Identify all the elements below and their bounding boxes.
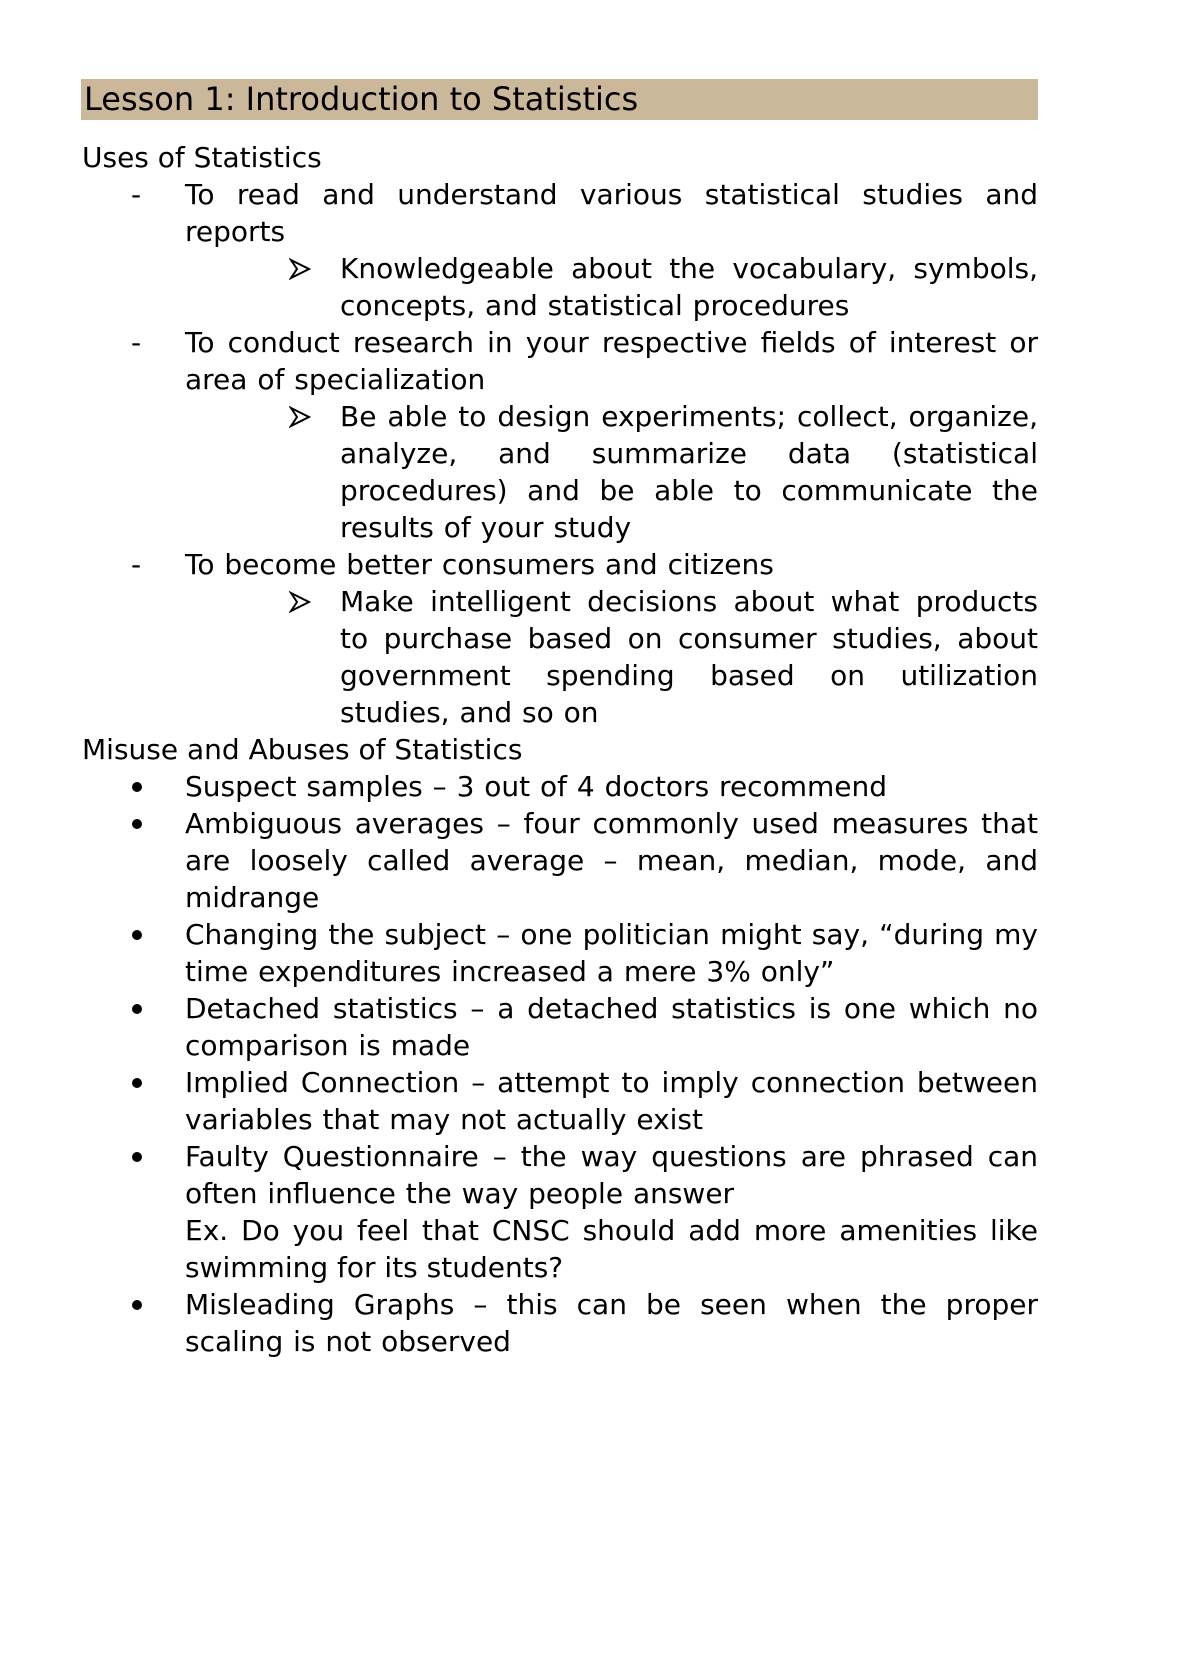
arrowhead-bullet-icon xyxy=(289,406,311,428)
misuse-item xyxy=(81,1286,1038,1360)
misuse-item-text: Misleading Graphs – this can be seen when the proper scaling is not observed xyxy=(185,1288,1038,1358)
document-page xyxy=(81,79,1038,1360)
misuse-item xyxy=(81,805,1038,916)
misuse-heading: Misuse and Abuses of Statistics xyxy=(82,733,523,766)
uses-sub-item xyxy=(185,398,1038,546)
misuse-item-text: Ambiguous averages – four commonly used measures that are loosely called average – mean, median, mode, and midrange xyxy=(185,807,1038,914)
bullet-dot-icon xyxy=(132,1004,142,1014)
uses-sub-list xyxy=(185,250,1038,324)
misuse-item-example: Ex. Do you feel that CNSC should add more amenities like swimming for its students? xyxy=(185,1214,1038,1284)
uses-sub-list xyxy=(185,398,1038,546)
lesson-title: Lesson 1: Introduction to Statistics xyxy=(81,79,1038,120)
misuse-item xyxy=(81,916,1038,990)
bullet-dot-icon xyxy=(132,819,142,829)
bullet-dot-icon xyxy=(132,782,142,792)
uses-item-text: To conduct research in your respective fields of interest or area of specialization xyxy=(185,326,1038,396)
uses-sub-item-text: Make intelligent decisions about what products to purchase based on consumer studies, about government spending based on utilization studies, and so on xyxy=(340,585,1038,729)
misuse-item xyxy=(81,1138,1038,1286)
misuse-item-text: Detached statistics – a detached statistics is one which no comparison is made xyxy=(185,992,1038,1062)
uses-heading: Uses of Statistics xyxy=(82,141,322,174)
uses-item xyxy=(81,176,1038,324)
bullet-dot-icon xyxy=(132,1078,142,1088)
dash-marker: - xyxy=(131,326,142,359)
uses-sub-list xyxy=(185,583,1038,731)
uses-list xyxy=(81,176,1038,731)
arrowhead-bullet-icon xyxy=(289,258,311,280)
misuse-item xyxy=(81,1064,1038,1138)
dash-marker: - xyxy=(131,548,142,581)
uses-item xyxy=(81,324,1038,546)
misuse-item-text: Implied Connection – attempt to imply connection between variables that may not actually exist xyxy=(185,1066,1038,1136)
uses-sub-item xyxy=(185,250,1038,324)
bullet-dot-icon xyxy=(132,1300,142,1310)
bullet-dot-icon xyxy=(132,930,142,940)
misuse-list xyxy=(81,768,1038,1360)
misuse-item xyxy=(81,768,1038,805)
uses-item xyxy=(81,546,1038,731)
misuse-item xyxy=(81,990,1038,1064)
uses-item-text: To become better consumers and citizens xyxy=(185,548,774,581)
uses-sub-item-text: Be able to design experiments; collect, organize, analyze, and summarize data (statistical procedures) and be able to communicate the results of your study xyxy=(340,400,1038,544)
bullet-dot-icon xyxy=(132,1152,142,1162)
uses-sub-item xyxy=(185,583,1038,731)
uses-item-text: To read and understand various statistical studies and reports xyxy=(185,178,1038,248)
uses-sub-item-text: Knowledgeable about the vocabulary, symbols, concepts, and statistical procedures xyxy=(340,252,1038,322)
misuse-item-text: Faulty Questionnaire – the way questions are phrased can often influence the way people answer xyxy=(185,1140,1038,1210)
dash-marker: - xyxy=(131,178,142,211)
arrowhead-bullet-icon xyxy=(289,591,311,613)
misuse-item-text: Changing the subject – one politician might say, “during my time expenditures increased a mere 3% only” xyxy=(185,918,1038,988)
misuse-item-text: Suspect samples – 3 out of 4 doctors recommend xyxy=(185,770,887,803)
